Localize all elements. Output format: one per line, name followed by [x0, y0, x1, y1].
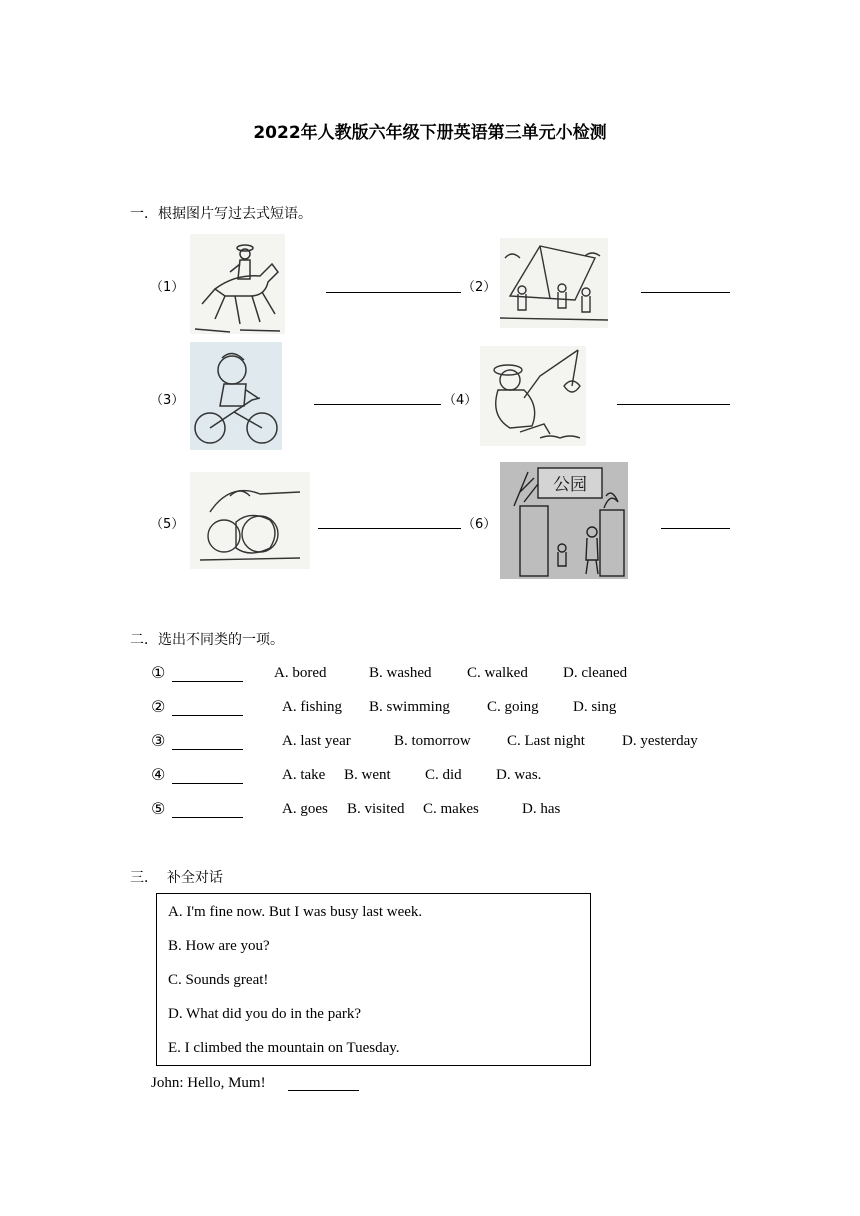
option-c[interactable]: C. Last night: [507, 733, 585, 749]
option-c[interactable]: C. did: [425, 767, 462, 783]
answer-blank[interactable]: [314, 404, 441, 405]
boy-riding-bike-picture: [190, 342, 282, 450]
answer-blank[interactable]: [326, 292, 461, 293]
option-b[interactable]: B. went: [344, 767, 391, 783]
option-d[interactable]: D. cleaned: [563, 665, 628, 681]
option-a[interactable]: A. take: [282, 767, 326, 783]
question-number: ②: [151, 697, 166, 716]
answer-blank[interactable]: [617, 404, 730, 405]
option-a[interactable]: A. last year: [282, 733, 351, 749]
option-b[interactable]: B. tomorrow: [394, 733, 471, 749]
answer-blank[interactable]: [661, 528, 730, 529]
section1-heading: 一．根据图片写过去式短语。: [130, 206, 312, 222]
item-number: （3）: [150, 393, 185, 408]
fishing-picture: [480, 346, 586, 446]
option-a[interactable]: A. goes: [282, 801, 328, 817]
question-number: ①: [151, 663, 166, 682]
option-d[interactable]: D. has: [522, 801, 561, 817]
item-number: （5）: [150, 517, 185, 532]
option-c[interactable]: C. walked: [467, 665, 528, 681]
option-b[interactable]: B. washed: [369, 665, 432, 681]
answer-blank[interactable]: [641, 292, 730, 293]
option-c[interactable]: C. makes: [423, 801, 479, 817]
section2-heading: 二．选出不同类的一项。: [130, 632, 284, 648]
question-number: ③: [151, 731, 166, 750]
fallen-bike-picture: [190, 472, 310, 569]
question-number: ④: [151, 765, 166, 784]
park-sign-text: 公园: [553, 475, 587, 495]
dialogue-option-d: D. What did you do in the park?: [168, 1006, 362, 1022]
answer-blank[interactable]: [172, 715, 243, 716]
camping-tent-picture: [500, 238, 608, 328]
section3-heading: 三． 补全对话: [130, 870, 223, 886]
answer-blank[interactable]: [172, 749, 243, 750]
answer-blank[interactable]: [172, 817, 243, 818]
dialogue-option-e: E. I climbed the mountain on Tuesday.: [168, 1040, 400, 1056]
option-b[interactable]: B. swimming: [369, 699, 450, 715]
option-a[interactable]: A. bored: [274, 665, 327, 681]
question-number: ⑤: [151, 799, 166, 818]
answer-blank[interactable]: [172, 783, 243, 784]
item-number: （4）: [443, 393, 478, 408]
options-box: [156, 893, 591, 1066]
dialogue-option-c: C. Sounds great!: [168, 972, 269, 988]
option-d[interactable]: D. yesterday: [622, 733, 698, 749]
answer-blank[interactable]: [172, 681, 243, 682]
option-b[interactable]: B. visited: [347, 801, 405, 817]
answer-blank[interactable]: [288, 1090, 359, 1091]
option-d[interactable]: D. was.: [496, 767, 542, 783]
answer-blank[interactable]: [318, 528, 461, 529]
option-d[interactable]: D. sing: [573, 699, 617, 715]
item-number: （1）: [150, 280, 185, 295]
horse-riding-picture: [190, 234, 285, 334]
park-gate-picture: [500, 462, 628, 579]
dialogue-line: John: Hello, Mum!: [151, 1075, 266, 1091]
page-title: 2022年人教版六年级下册英语第三单元小检测: [253, 123, 607, 143]
option-c[interactable]: C. going: [487, 699, 539, 715]
option-a[interactable]: A. fishing: [282, 699, 342, 715]
item-number: （6）: [462, 517, 497, 532]
dialogue-option-b: B. How are you?: [168, 938, 270, 954]
dialogue-option-a: A. I'm fine now. But I was busy last week.: [168, 904, 423, 920]
item-number: （2）: [462, 280, 497, 295]
